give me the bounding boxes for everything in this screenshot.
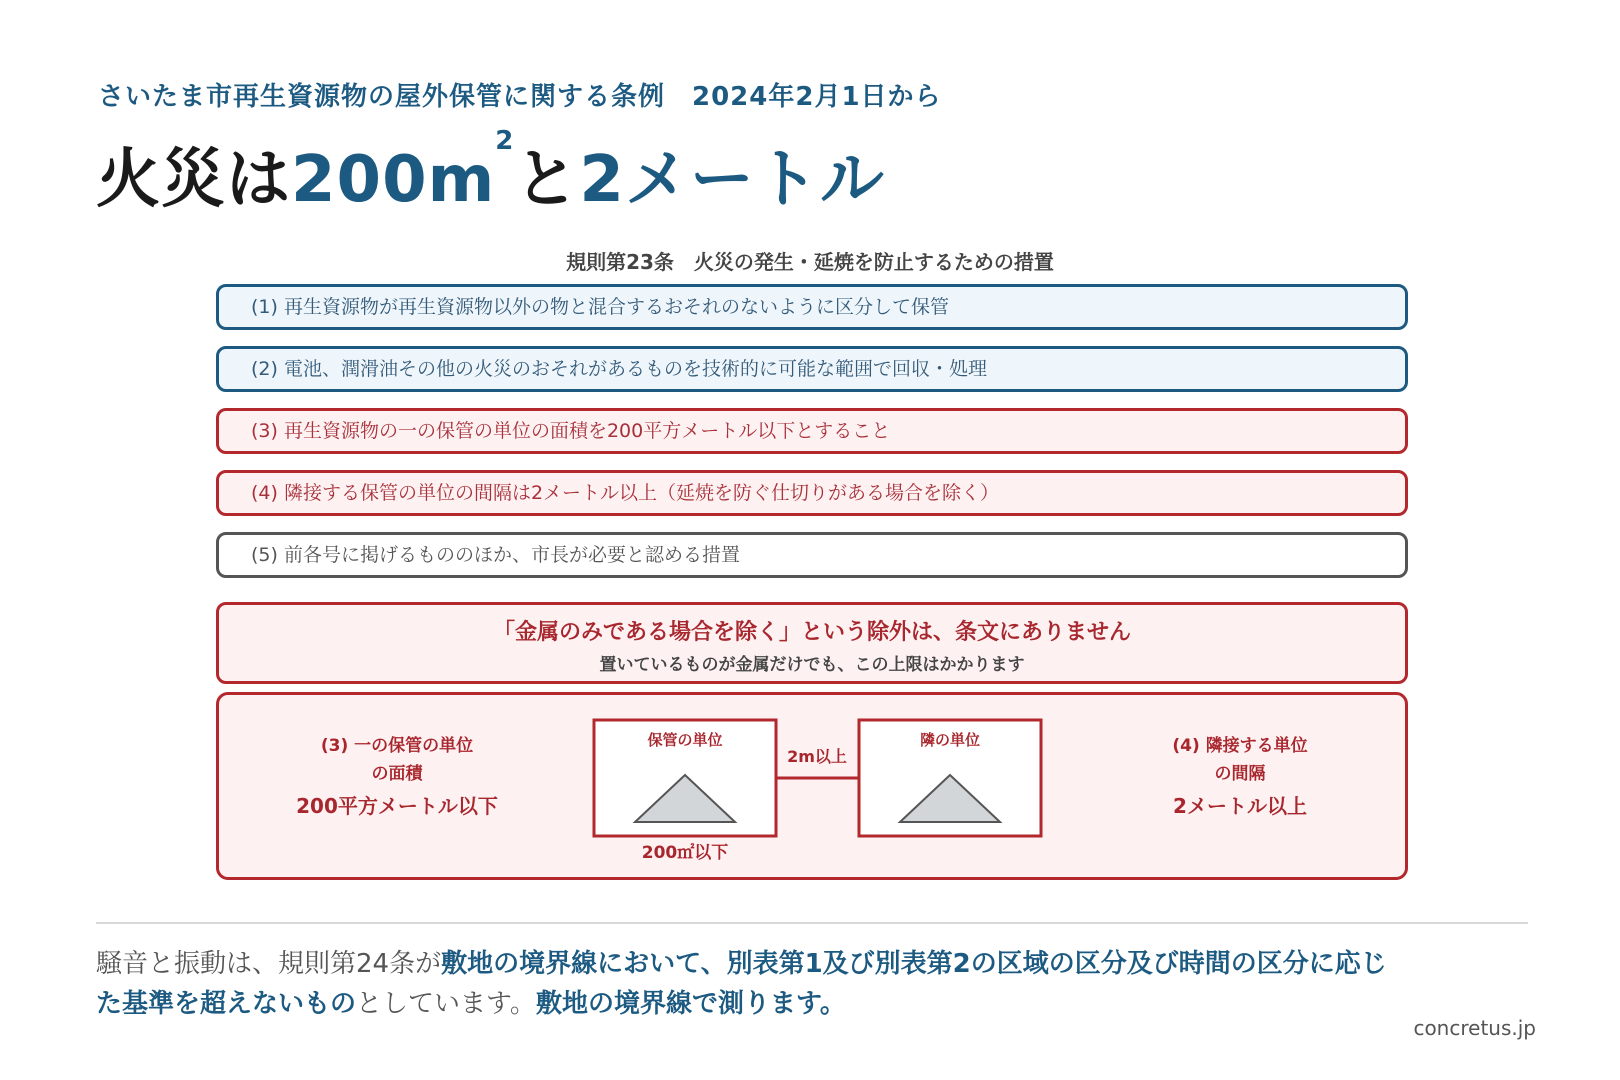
bottom-t1: 騒音と振動は、規則第24条が bbox=[96, 949, 442, 979]
storage-unit-label: 保管の単位 bbox=[647, 731, 723, 749]
right-value: 2メートル以上 bbox=[1173, 794, 1307, 818]
note-sub: 置いているものが金属だけでも、この上限はかかります bbox=[599, 655, 1025, 675]
source-credit: concretus.jp bbox=[1413, 1016, 1536, 1040]
noise-vibration-text bbox=[96, 944, 1396, 1024]
left-label-1: (3) 一の保管の単位 bbox=[320, 736, 474, 756]
adjacent-unit-label: 隣の単位 bbox=[919, 731, 981, 749]
rule-3: (3) 再生資源物の一の保管の単位の面積を200平方メートル以下とすること bbox=[216, 408, 1408, 454]
headline-area bbox=[291, 126, 515, 217]
subtitle: さいたま市再生資源物の屋外保管に関する条例 2024年2月1日から bbox=[98, 82, 942, 112]
right-label-2: の間隔 bbox=[1214, 764, 1266, 784]
headline-sup: 2 bbox=[495, 126, 515, 156]
bottom-t2: 敷地の境界線において、別表第1及び別表第2の区域の区分及び時間の区分に応じた基準を超えないもの bbox=[96, 949, 1387, 1019]
headline-part1: 火災は bbox=[96, 143, 291, 217]
spacing-diagram bbox=[216, 692, 1408, 880]
bottom-t4: 敷地の境界線で測ります。 bbox=[535, 989, 846, 1019]
rule-2: (2) 電池、潤滑油その他の火災のおそれがあるものを技術的に可能な範囲で回収・処理 bbox=[216, 346, 1408, 392]
left-value: 200平方メートル以下 bbox=[296, 794, 498, 818]
bottom-t3: としています。 bbox=[356, 989, 536, 1019]
headline-part3: と bbox=[514, 143, 580, 217]
headline-part4: 2メートル bbox=[579, 143, 885, 217]
left-label-2: の面積 bbox=[371, 764, 423, 784]
divider bbox=[96, 922, 1528, 924]
rule-1: (1) 再生資源物が再生資源物以外の物と混合するおそれのないように区分して保管 bbox=[216, 284, 1408, 330]
headline bbox=[96, 128, 885, 220]
gap-label: 2m以上 bbox=[787, 747, 847, 766]
headline-part2: 200m bbox=[291, 143, 496, 217]
rule-4: (4) 隣接する保管の単位の間隔は2メートル以上（延焼を防ぐ仕切りがある場合を除く） bbox=[216, 470, 1408, 516]
note-main: 「金属のみである場合を除く」という除外は、条文にありません bbox=[492, 620, 1131, 645]
right-label-1: (4) 隣接する単位 bbox=[1172, 736, 1308, 756]
rule-5: (5) 前各号に掲げるもののほか、市長が必要と認める措置 bbox=[216, 532, 1408, 578]
section-title: 規則第23条 火災の発生・延焼を防止するための措置 bbox=[566, 250, 1054, 274]
exclusion-note bbox=[216, 602, 1408, 684]
area-label: 200㎡以下 bbox=[641, 843, 729, 863]
diagram-svg bbox=[219, 695, 1405, 877]
